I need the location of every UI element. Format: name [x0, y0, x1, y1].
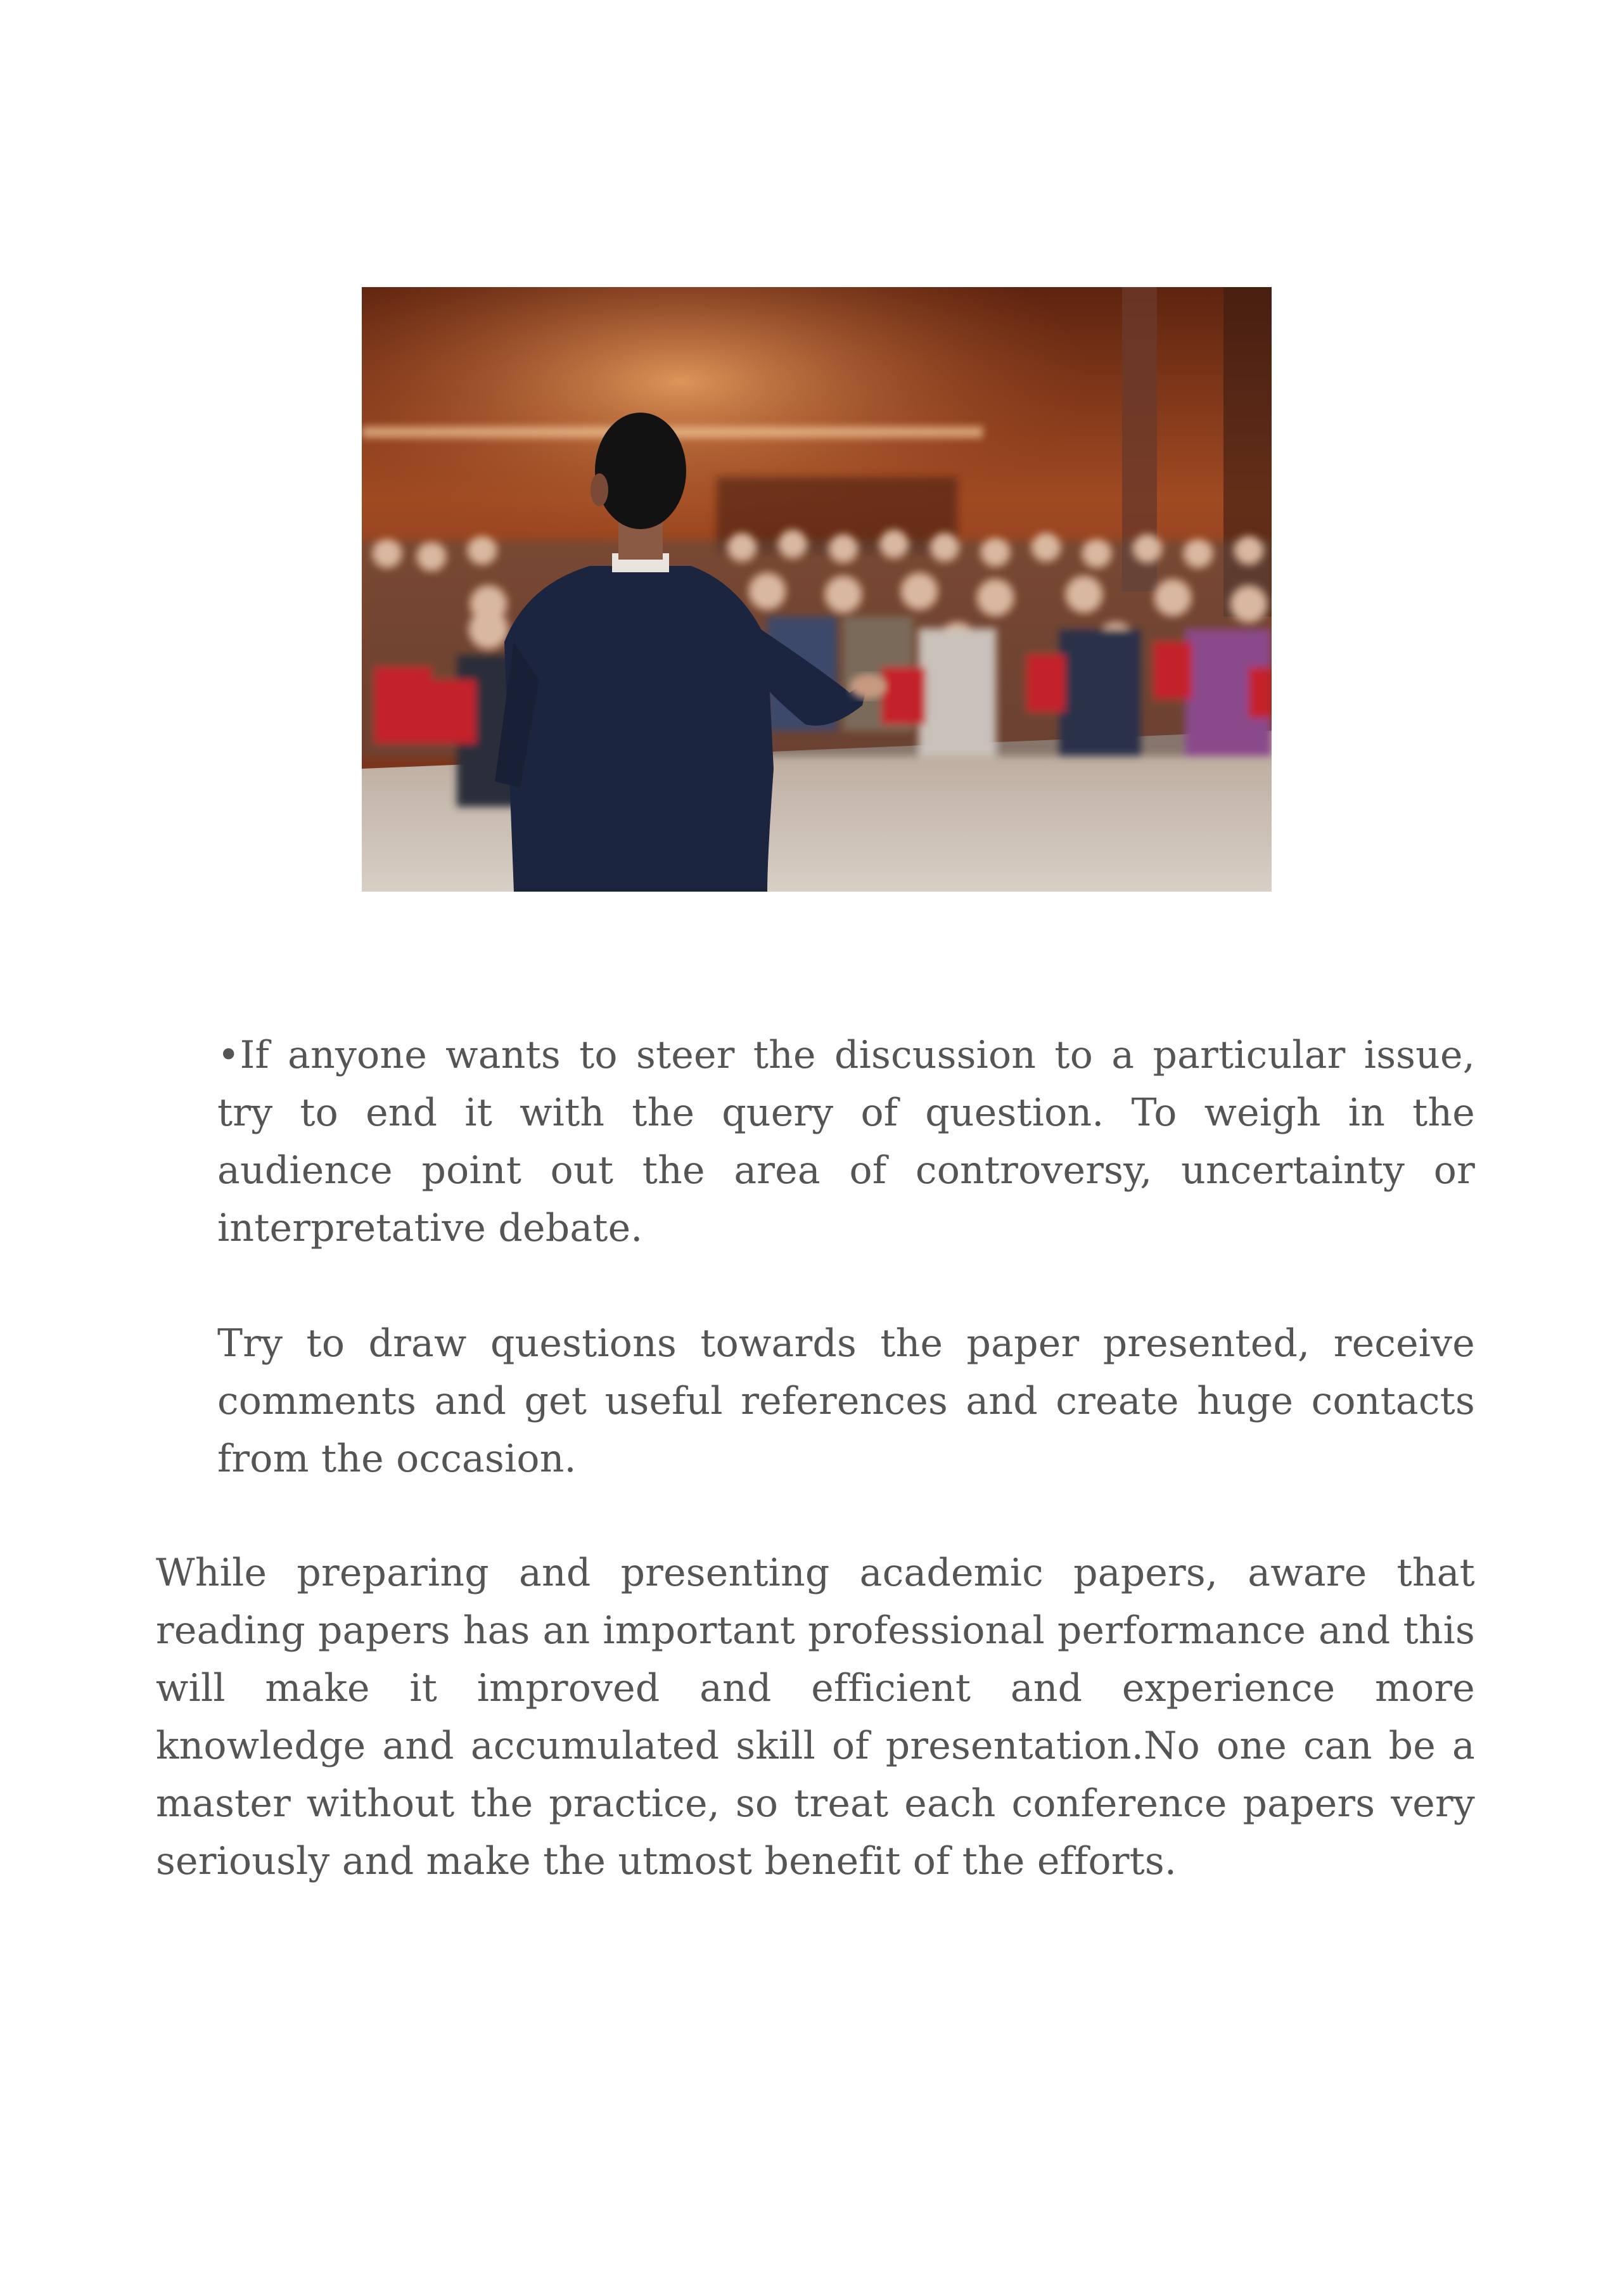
- conference-photo-illustration: [362, 287, 1272, 892]
- conclusion-paragraph: While preparing and presenting academic papers, aware that reading papers has an important professional performance and this will make it improved and efficient and experience more knowledge and accumulated skill of presentation.No one can be a master without the practice, so treat each conference papers very seriously and make the utmost benefit of the efforts.: [156, 1551, 1475, 1883]
- conference-photo: [362, 287, 1272, 892]
- bullet-paragraph: •If anyone wants to steer the discussion to a particular issue, try to end it with the query of question. To weigh in the audience point out the area of controversy, uncertainty or interpretative debate.: [217, 1033, 1475, 1250]
- questions-paragraph: Try to draw questions towards the paper presented, receive comments and get useful references and create huge contacts from the occasion.: [217, 1321, 1475, 1481]
